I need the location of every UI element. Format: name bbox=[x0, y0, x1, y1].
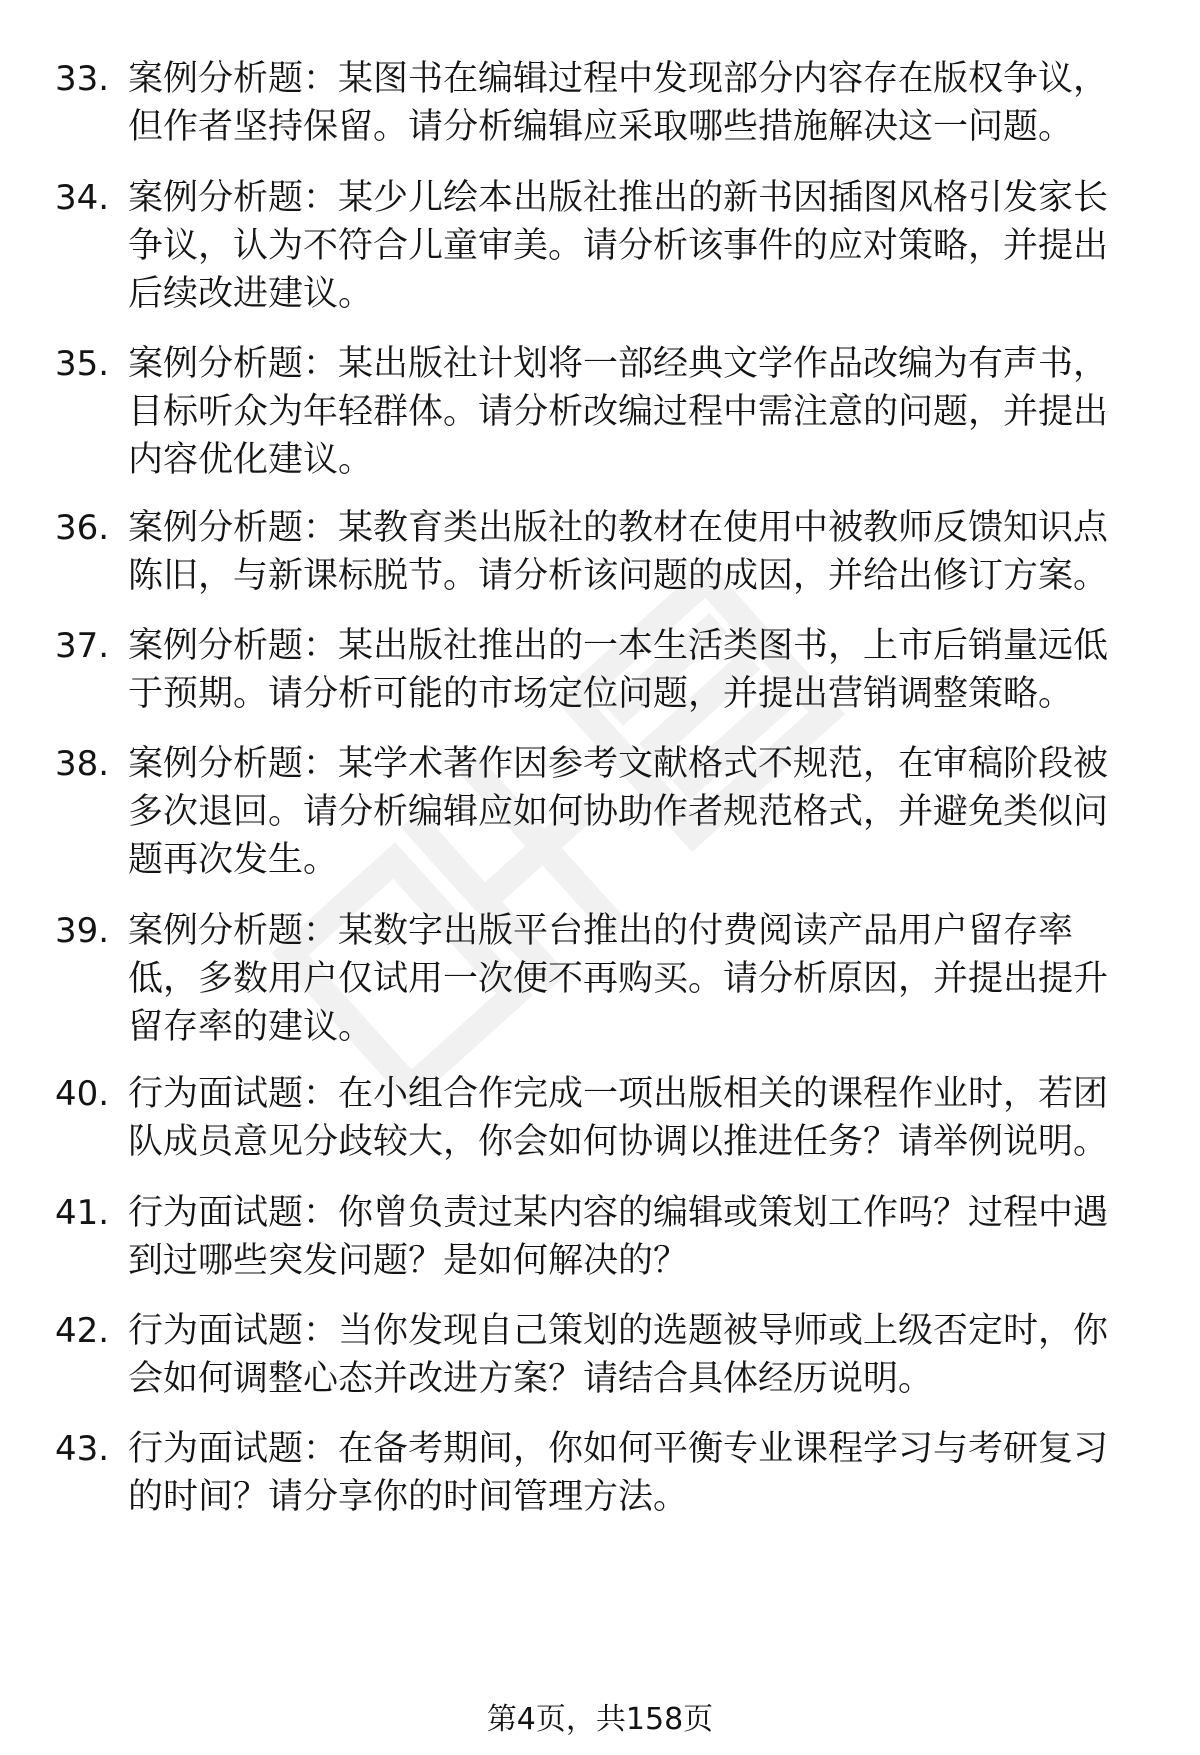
question-text: 案例分析题：某出版社推出的一本生活类图书，上市后销量远低 于预期。请分析可能的市场定位问题，并提出营销调整策略。 bbox=[128, 626, 1109, 714]
question-text: 行为面试题：在备考期间，你如何平衡专业课程学习与考研复习 的时间？请分享你的时间管理方法。 bbox=[128, 1429, 1109, 1517]
question-text: 行为面试题：当你发现自己策划的选题被导师或上级否定时，你 会如何调整心态并改进方案？请结合具体经历说明。 bbox=[128, 1311, 1109, 1399]
question-number: 35. bbox=[55, 344, 110, 384]
question-text: 行为面试题：在小组合作完成一项出版相关的课程作业时，若团 队成员意见分歧较大，你会如何协调以推进任务？请举例说明。 bbox=[128, 1074, 1109, 1162]
question-text: 案例分析题：某图书在编辑过程中发现部分内容存在版权争议， 但作者坚持保留。请分析编辑应采取哪些措施解决这一问题。 bbox=[128, 59, 1109, 147]
question-number: 43. bbox=[55, 1429, 110, 1469]
question-text: 案例分析题：某学术著作因参考文献格式不规范，在审稿阶段被 多次退回。请分析编辑应如何协助作者规范格式，并避免类似问 题再次发生。 bbox=[128, 744, 1109, 880]
question-text: 案例分析题：某少儿绘本出版社推出的新书因插图风格引发家长 争议，认为不符合儿童审美。请分析该事件的应对策略，并提出 后续改进建议。 bbox=[128, 178, 1109, 314]
question-text: 案例分析题：某出版社计划将一部经典文学作品改编为有声书， 目标听众为年轻群体。请分析改编过程中需注意的问题，并提出 内容优化建议。 bbox=[128, 344, 1109, 480]
question-text: 案例分析题：某教育类出版社的教材在使用中被教师反馈知识点 陈旧，与新课标脱节。请分析该问题的成因，并给出修订方案。 bbox=[128, 508, 1109, 596]
question-number: 42. bbox=[55, 1311, 110, 1351]
question-number: 40. bbox=[55, 1074, 110, 1114]
question-text: 案例分析题：某数字出版平台推出的付费阅读产品用户留存率 低，多数用户仅试用一次便不再购买。请分析原因，并提出提升 留存率的建议。 bbox=[128, 911, 1109, 1047]
question-number: 39. bbox=[55, 911, 110, 951]
question-number: 37. bbox=[55, 626, 110, 666]
question-number: 33. bbox=[55, 59, 110, 99]
page-footer: 第4页，共158页 bbox=[486, 1702, 714, 1737]
question-number: 41. bbox=[55, 1193, 110, 1233]
question-text: 行为面试题：你曾负责过某内容的编辑或策划工作吗？过程中遇 到过哪些突发问题？是如何解决的？ bbox=[128, 1193, 1109, 1281]
question-number: 34. bbox=[55, 178, 110, 218]
question-number: 38. bbox=[55, 744, 110, 784]
question-number: 36. bbox=[55, 508, 110, 548]
